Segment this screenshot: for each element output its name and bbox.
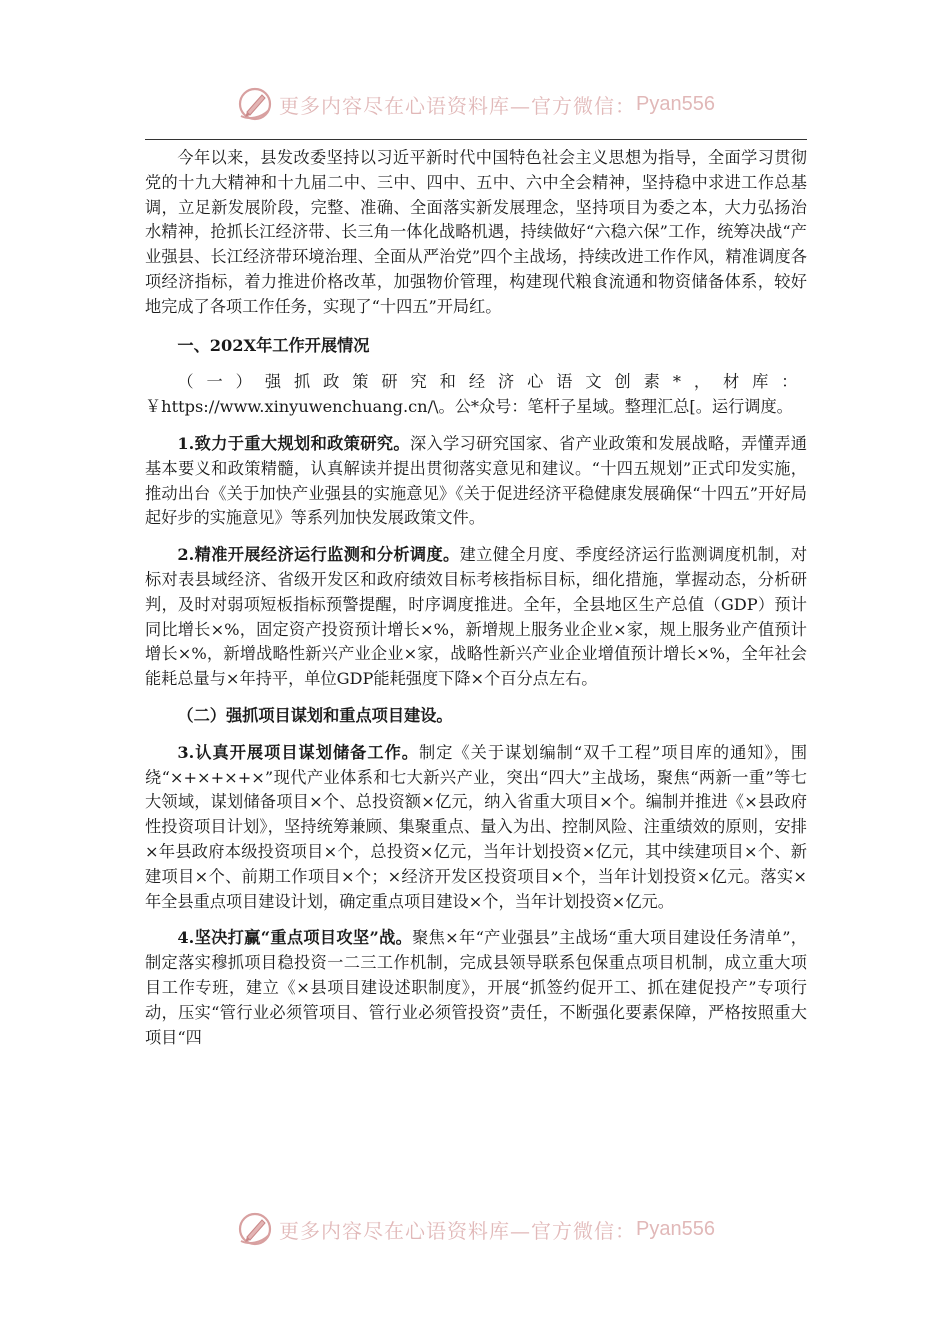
- item-2-paragraph: [145, 543, 807, 692]
- watermark-handle: Pyan556: [636, 1217, 715, 1240]
- watermark-handle: Pyan556: [636, 92, 715, 115]
- watermark-text: 更多内容尽在心语资料库—官方微信：: [279, 1218, 637, 1243]
- document-body: [145, 146, 807, 1050]
- subsection-1-prefix: （一）强抓政策研究和经济心语文创素*，材库：: [177, 372, 807, 392]
- item-3-paragraph: [145, 741, 807, 915]
- subsection-2-heading: （二）强抓项目谋划和重点项目建设。: [177, 705, 453, 725]
- item-1-title: 1.致力于重大规划和政策研究。: [177, 433, 410, 453]
- pen-logo-icon: [235, 84, 275, 124]
- item-4-title: 4.坚决打赢“重点项目攻坚”战。: [177, 928, 413, 948]
- item-2-title: 2.精准开展经济运行监测和分析调度。: [177, 545, 460, 565]
- subsection-1-paragraph: [145, 370, 807, 420]
- watermark-footer: [0, 1207, 950, 1251]
- subsection-1-rest: ￥https://www.xinyuwenchuang.cn/\。公*众号：笔杆子星域。整理汇总[。运行调度。: [145, 397, 793, 417]
- header-rule: [145, 139, 807, 140]
- item-3-body: 制定《关于谋划编制“双千工程”项目库的通知》，围绕“×+×+×+×”现代产业体系和七大新兴产业，突出“四大”主战场，聚焦“两新一重”等七大领域，谋划储备项目×个、总投资额×亿元，纳入省重大项目×个。编制并推进《×县政府性投资项目计划》，坚持统筹兼顾、集聚重点、量入为出、控制风险、注重绩效的原则，安排×年县政府本级投资项目×个，总投资×亿元，当年计划投资×亿元，其中续建项目×个、新建项目×个、前期工作项目×个；×经济开发区投资项目×个，当年计划投资×亿元。落实×年全县重点项目建设计划，确定重点项目建设×个，当年计划投资×亿元。: [145, 742, 808, 911]
- section-heading: 一、202X年工作开展情况: [177, 335, 370, 355]
- item-4-paragraph: [145, 926, 807, 1050]
- watermark-text: 更多内容尽在心语资料库—官方微信：: [279, 93, 637, 118]
- watermark-header: [0, 82, 950, 126]
- pen-logo-icon: [235, 1209, 275, 1249]
- item-3-title: 3.认真开展项目谋划储备工作。: [177, 742, 419, 762]
- item-4-body: 聚焦×年“产业强县”主战场“重大项目建设任务清单”，制定落实穆抓项目稳投资一二三工作机制，完成县领导联系包保重点项目机制，成立重大项目工作专班，建立《×县项目建设述职制度》，开展“抓签约促开工、抓在建促投产”专项行动，压实“管行业必须管项目、管行业必须管投资”责任，不断强化要素保障，严格按照重大项目“四: [145, 928, 807, 1047]
- item-1-paragraph: [145, 432, 807, 531]
- intro-paragraph: 今年以来，县发改委坚持以习近平新时代中国特色社会主义思想为指导，全面学习贯彻党的十九大精神和十九届二中、三中、四中、五中、六中全会精神，坚持稳中求进工作总基调，立足新发展阶段，完整、准确、全面落实新发展理念，坚持项目为委之本，大力弘扬治水精神，抢抓长江经济带、长三角一体化战略机遇，持续做好“六稳六保”工作，统筹决战“产业强县、长江经济带环境治理、全面从严治党”四个主战场，持续改进工作作风，精准调度各项经济指标，着力推进价格改革，加强物价管理，构建现代粮食流通和物资储备体系，较好地完成了各项工作任务，实现了“十四五”开局红。: [145, 148, 807, 316]
- item-1-body: 深入学习研究国家、省产业政策和发展战略，弄懂弄通基本要义和政策精髓，认真解读并提出贯彻落实意见和建议。“十四五规划”正式印发实施，推动出台《关于加快产业强县的实施意见》《关于促进经济平稳健康发展确保“十四五”开好局起好步的实施意见》等系列加快发展政策文件。: [145, 433, 807, 528]
- item-2-body: 建立健全月度、季度经济运行监测调度机制，对标对表县域经济、省级开发区和政府绩效目标考核指标目标，细化措施，掌握动态，分析研判，及时对弱项短板指标预警提醒，时序调度推进。全年，全县地区生产总值（GDP）预计同比增长×%，固定资产投资预计增长×%，新增规上服务业企业×家，规上服务业产值预计增长×%，新增战略性新兴产业企业×家，战略性新兴产业企业增值预计增长×%，全年社会能耗总量与×年持平，单位GDP能耗强度下降×个百分点左右。: [145, 545, 808, 689]
